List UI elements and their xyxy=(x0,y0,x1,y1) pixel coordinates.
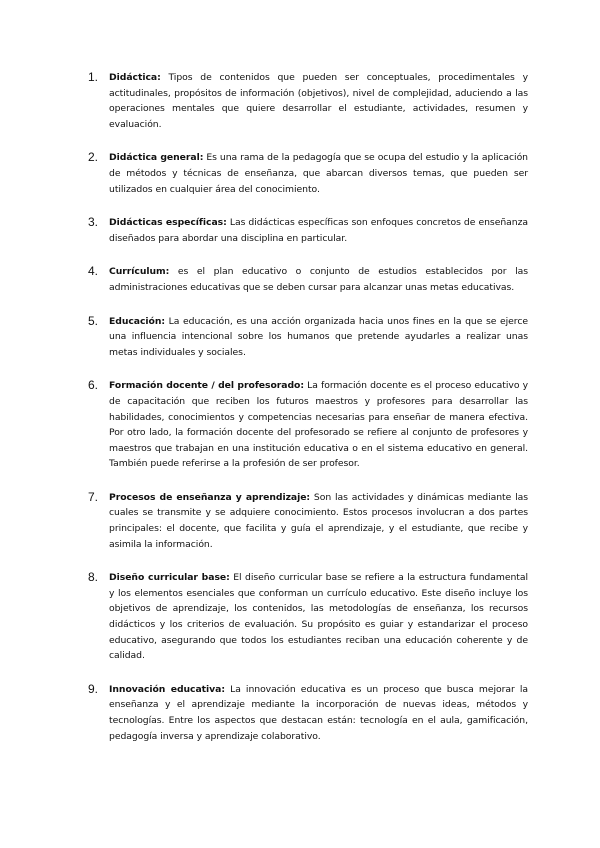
entry-term: Innovación educativa: xyxy=(109,683,225,695)
glossary-entry-innovacion-educativa xyxy=(88,682,528,744)
glossary-entry-formacion-docente xyxy=(88,378,528,472)
entry-term: Didácticas específicas: xyxy=(109,217,227,229)
entry-term: Didáctica: xyxy=(109,72,161,83)
glossary-entry-diseno-curricular xyxy=(88,570,528,664)
entry-term: Educación: xyxy=(109,315,166,327)
glossary-entry-educacion xyxy=(88,314,528,361)
entry-definition: Son las actividades y dinámicas mediante las cuales se transmite y se adquiere conocimiento. Estos procesos involucran a dos partes principales: el docente, que facilita y guía el aprendizaje, y el estudiante, que recibe y asimila la información. xyxy=(109,491,528,550)
glossary-entry-didactica-general xyxy=(88,150,528,197)
entry-number: 5. xyxy=(88,313,98,328)
entry-definition: Las didácticas específicas son enfoques concretos de enseñanza diseñados para abordar una disciplina en particular. xyxy=(109,217,529,244)
glossary-entry-curriculum xyxy=(88,264,528,295)
entry-number: 7. xyxy=(88,489,98,504)
entry-number: 8. xyxy=(88,570,98,585)
glossary-entry-procesos-ensenanza xyxy=(88,490,528,552)
entry-term: Didáctica general: xyxy=(109,152,204,164)
entry-definition: Tipos de contenidos que pueden ser conceptuales, procedimentales y actitudinales, propósitos de información (objetivos), nivel de complejidad, aduciendo a las operaciones mentales que quiere desarrollar el estudiante, actividades, resumen y evaluación. xyxy=(109,72,528,130)
entry-definition: El diseño curricular base se refiere a la estructura fundamental y los elementos esenciales que conforman un currículo educativo. Este diseño incluye los objetivos de aprendizaje, los contenidos, las metodologías de enseñanza, los recursos didácticos y los criterios de evaluación. Su propósito es guiar y estandarizar el proceso educativo, asegurando que todos los estudiantes reciban una educación coherente y de calidad. xyxy=(109,572,529,662)
entry-definition: Es una rama de la pedagogía que se ocupa del estudio y la aplicación de métodos y técnicas de enseñanza, que abarcan diversos temas, que pueden ser utilizados en cualquier área del conocimiento. xyxy=(109,152,528,195)
entry-number: 4. xyxy=(88,264,98,279)
entry-definition: es el plan educativo o conjunto de estudios establecidos por las administraciones educativas que se deben cursar para alcanzar unas metas educativas. xyxy=(109,266,528,293)
glossary-entry-didactica xyxy=(88,70,528,132)
glossary-entry-didacticas-especificas xyxy=(88,215,528,246)
entry-term: Formación docente / del profesorado: xyxy=(109,380,305,392)
entry-number: 3. xyxy=(88,215,98,230)
entry-term: Diseño curricular base: xyxy=(109,572,230,584)
glossary-list xyxy=(88,70,528,762)
entry-definition: La educación, es una acción organizada hacia unos fines en la que se ejerce una influencia intencional sobre los humanos que pretende ayudarles a realizar unas metas individuales y sociales. xyxy=(109,315,529,358)
entry-number: 9. xyxy=(88,681,98,696)
entry-number: 6. xyxy=(88,378,98,393)
entry-number: 2. xyxy=(88,150,98,165)
entry-term: Procesos de enseñanza y aprendizaje: xyxy=(109,491,311,503)
entry-definition: La innovación educativa es un proceso que busca mejorar la enseñanza y el aprendizaje mediante la incorporación de nuevas ideas, métodos y tecnologías. Entre los aspectos que destacan están: tecnología en el aula, gamificación, pedagogía inversa y aprendizaje colaborativo. xyxy=(109,683,528,742)
entry-number: 1. xyxy=(88,70,98,84)
entry-definition: La formación docente es el proceso educativo y de capacitación que reciben los futuros maestros y profesores para desarrollar las habilidades, conocimientos y competencias necesarias para enseñar de manera efectiva. Por otro lado, la formación docente del profesorado se refiere al conjunto de profesores y maestros que trabajan en una institución educativa o en el sistema educativo en general. También puede referirse a la profesión de ser profesor. xyxy=(109,380,528,470)
entry-term: Currículum: xyxy=(109,266,170,278)
